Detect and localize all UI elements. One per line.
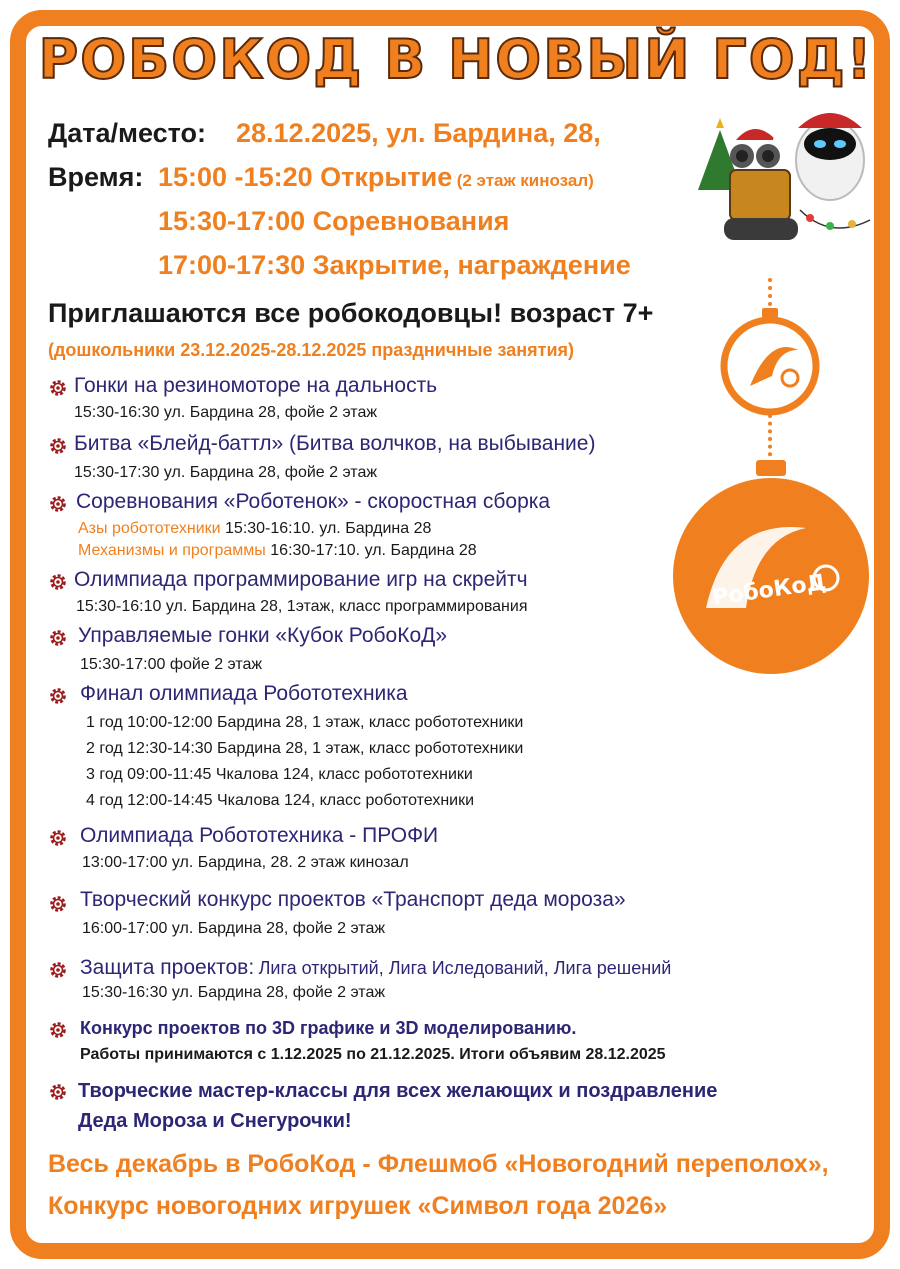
event-5-title: Управляемые гонки «Кубок РобоКоД» <box>78 624 448 647</box>
event-1-title: Гонки на резиномоторе на дальность <box>74 374 438 397</box>
event-7-title: Олимпиада Робототехника - ПРОФИ <box>80 824 439 847</box>
event-9-title-row <box>80 956 671 980</box>
event-2-sub: 15:30-17:30 ул. Бардина 28, фойе 2 этаж <box>74 464 378 481</box>
date-value: 28.12.2025, ул. Бардина, 28, <box>236 118 601 148</box>
event-9-sub: 15:30-16:30 ул. Бардина 28, фойе 2 этаж <box>82 984 386 1001</box>
invite-text: Приглашаются все робокодовцы! возраст 7+ <box>48 298 654 328</box>
gear-icon <box>48 628 68 648</box>
bottom-line-2: Конкурс новогодних игрушек «Символ года 2026» <box>48 1192 668 1220</box>
event-7-sub: 13:00-17:00 ул. Бардина, 28. 2 этаж кинозал <box>82 854 409 871</box>
event-3-sub-2-label: Механизмы и программы <box>78 542 266 559</box>
robots-illustration <box>680 100 890 280</box>
event-6-line-1: 1 год 10:00-12:00 Бардина 28, 1 этаж, класс робототехники <box>86 714 524 731</box>
event-11-title: Творческие мастер-классы для всех желающих и поздравление <box>78 1080 718 1102</box>
preschool-note: (дошкольники 23.12.2025-28.12.2025 праздничные занятия) <box>48 340 575 360</box>
time-1: 15:00 -15:20 Открытие <box>158 162 453 192</box>
event-8-title: Творческий конкурс проектов «Транспорт деда мороза» <box>80 888 626 911</box>
event-3-sub-1-label: Азы робототехники <box>78 520 221 537</box>
event-5-sub: 15:30-17:00 фойе 2 этаж <box>80 656 263 673</box>
ornament-string-2 <box>768 414 772 464</box>
gear-icon <box>48 494 68 514</box>
event-3-sub-1-value: 15:30-16:10. ул. Бардина 28 <box>225 520 432 537</box>
gear-icon <box>48 894 68 914</box>
event-6-line-3: 3 год 09:00-11:45 Чкалова 124, класс робототехники <box>86 766 473 783</box>
event-1-sub: 15:30-16:30 ул. Бардина 28, фойе 2 этаж <box>74 404 378 421</box>
event-3-sub-1 <box>78 520 431 538</box>
logo-text: РобоКоД <box>710 570 828 611</box>
event-6-line-2: 2 год 12:30-14:30 Бардина 28, 1 этаж, класс робототехники <box>86 740 524 757</box>
small-ornament <box>720 306 820 416</box>
gear-icon <box>48 960 68 980</box>
time-1-note: (2 этаж кинозал) <box>456 171 594 190</box>
event-2-title: Битва «Блейд-баттл» (Битва волчков, на выбывание) <box>74 432 596 455</box>
gear-icon <box>48 828 68 848</box>
gear-icon <box>48 1020 68 1040</box>
event-6-title: Финал олимпиада Робототехника <box>80 682 408 705</box>
time-3: 17:00-17:30 Закрытие, награждение <box>158 250 631 280</box>
gear-icon <box>48 378 68 398</box>
page-title: РОБОКОД В НОВЫЙ ГОД! <box>38 28 874 91</box>
event-9-title-extra: Лига открытий, Лига Иследований, Лига решений <box>258 958 672 978</box>
gear-icon <box>48 686 68 706</box>
gear-icon <box>48 572 68 592</box>
date-label: Дата/место: <box>48 118 206 148</box>
time-2: 15:30-17:00 Соревнования <box>158 206 510 236</box>
event-6-line-4: 4 год 12:00-14:45 Чкалова 124, класс робототехники <box>86 792 475 809</box>
bottom-line-1: Весь декабрь в РобоКод - Флешмоб «Новогодний переполох», <box>48 1150 829 1178</box>
event-10-title: Конкурс проектов по 3D графике и 3D моделированию. <box>80 1018 577 1038</box>
time-row-1 <box>158 162 594 193</box>
logo-ornament <box>666 458 876 678</box>
event-11-title-2: Деда Мороза и Снегурочки! <box>78 1110 352 1132</box>
event-3-sub-2-value: 16:30-17:10. ул. Бардина 28 <box>270 542 477 559</box>
gear-icon <box>48 436 68 456</box>
event-3-sub-2 <box>78 542 477 560</box>
event-4-sub: 15:30-16:10 ул. Бардина 28, 1этаж, класс программирования <box>76 598 528 615</box>
gear-icon <box>48 1082 68 1102</box>
event-4-title: Олимпиада программирование игр на скрейтч <box>74 568 528 591</box>
event-8-sub: 16:00-17:00 ул. Бардина 28, фойе 2 этаж <box>82 920 386 937</box>
event-9-title: Защита проектов: <box>80 956 255 979</box>
event-3-title: Соревнования «Роботенок» - скоростная сборка <box>76 490 551 513</box>
event-10-sub: Работы принимаются с 1.12.2025 по 21.12.2025. Итоги объявим 28.12.2025 <box>80 1046 666 1063</box>
time-label: Время: <box>48 162 144 192</box>
